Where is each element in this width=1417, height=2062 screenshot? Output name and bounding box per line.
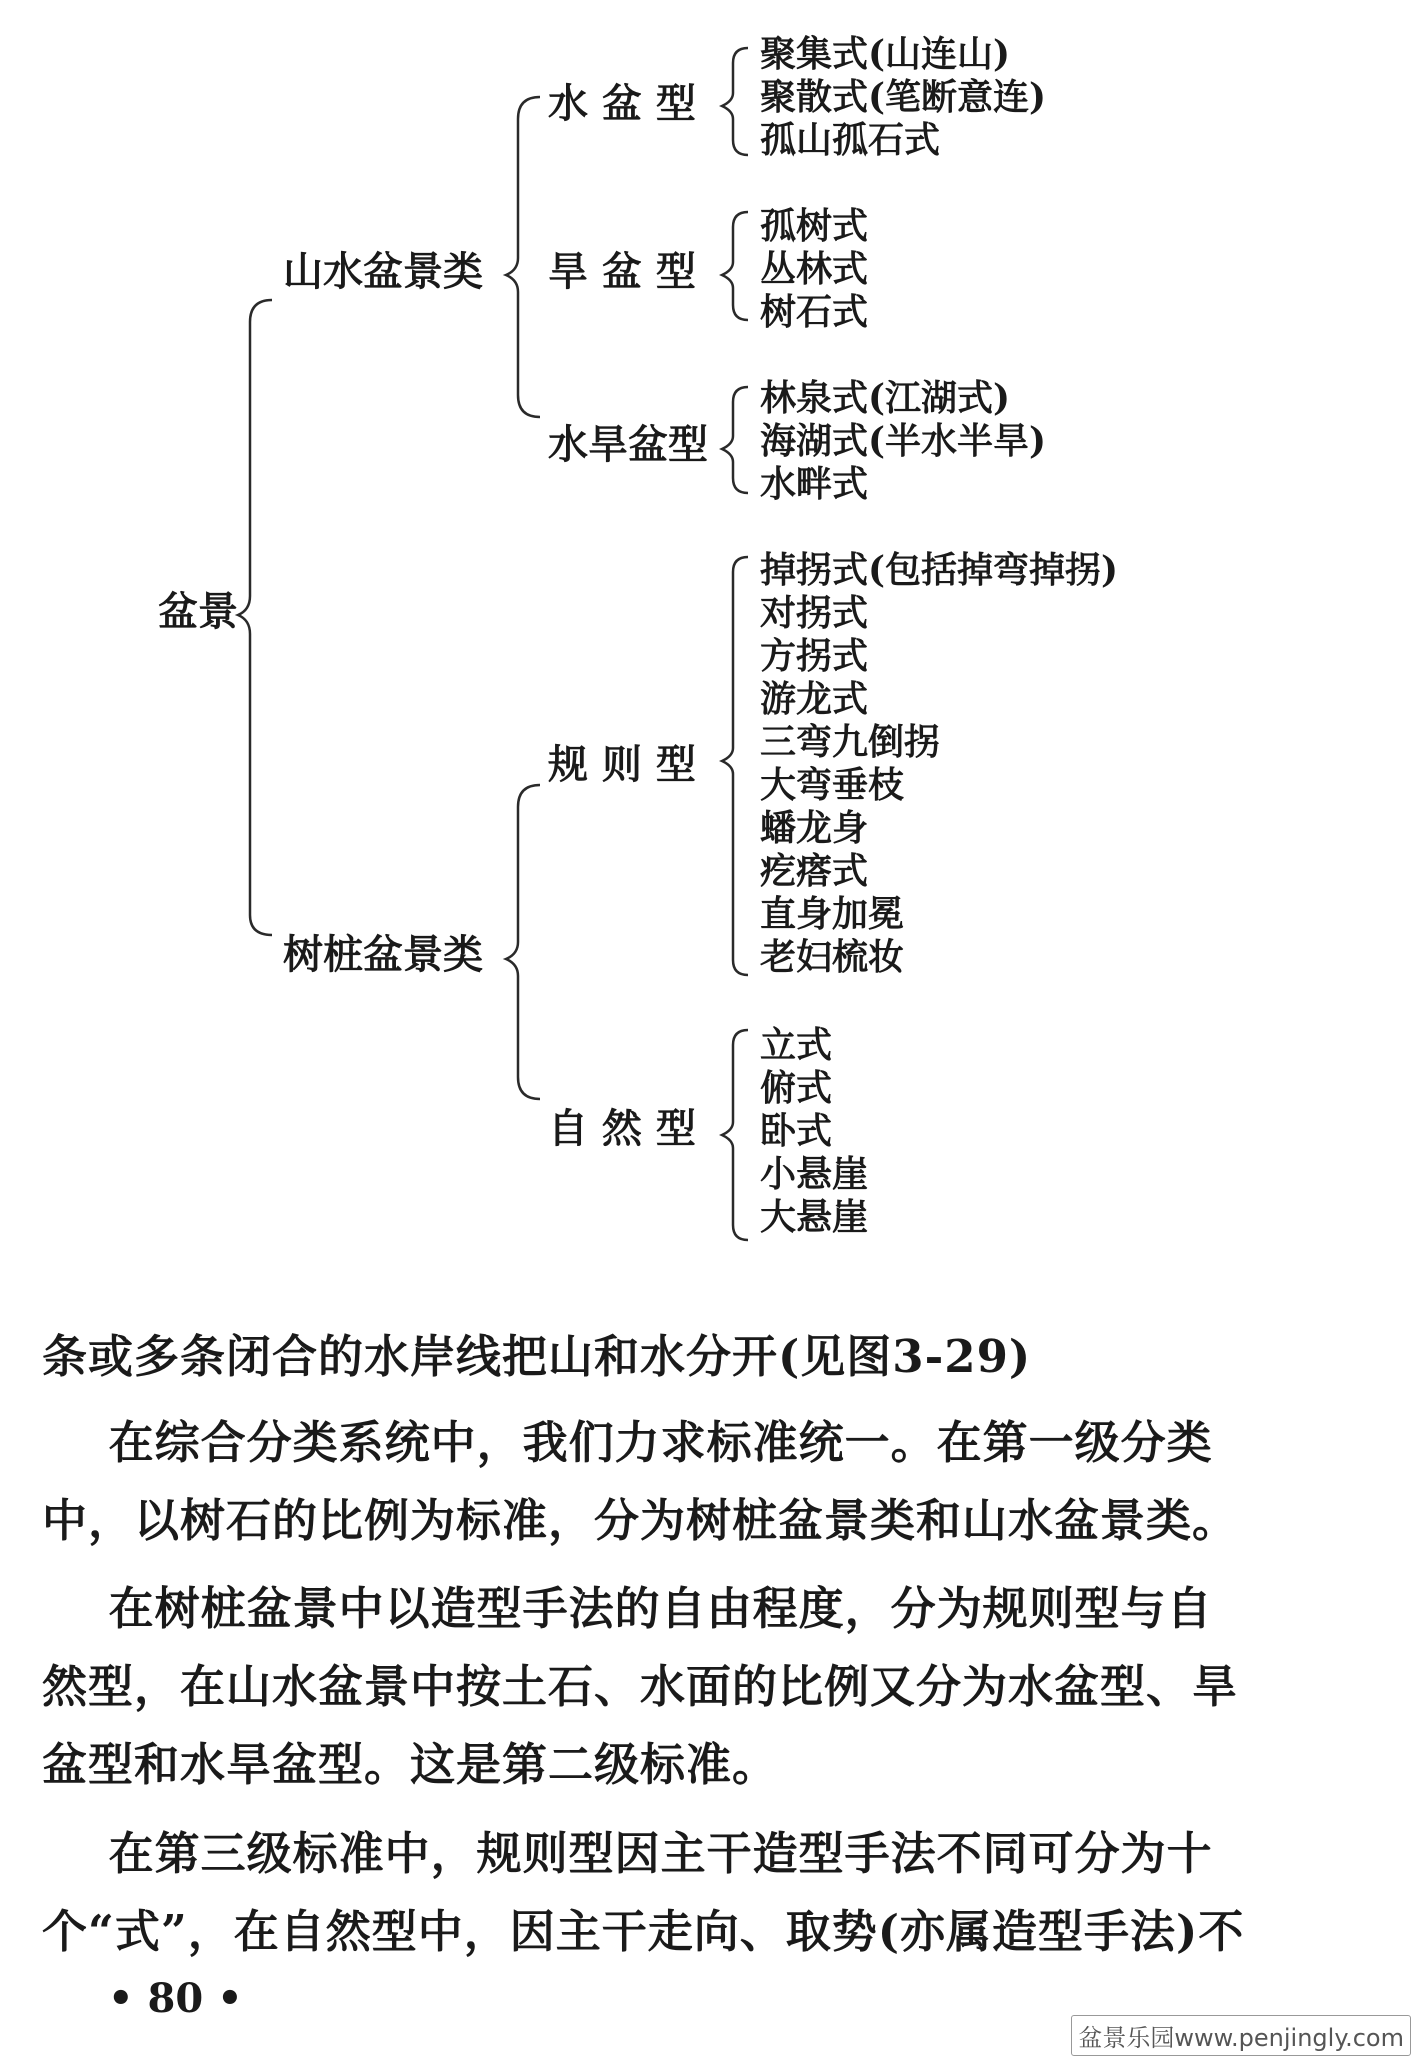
water-dry-pot-bracket — [722, 387, 748, 493]
style-item: 老妇梳妆 — [760, 936, 905, 978]
style-item: 聚集式(山连山) — [760, 33, 1011, 75]
style-item: 俯式 — [760, 1067, 833, 1109]
style-item: 疙瘩式 — [760, 850, 869, 892]
style-item: 海湖式(半水半旱) — [760, 420, 1047, 462]
style-item: 丛林式 — [760, 248, 869, 290]
style-item: 方拐式 — [760, 635, 869, 677]
natural-bracket — [722, 1030, 748, 1240]
text-line: 在树桩盆景中以造型手法的自由程度，分为规则型与自 — [42, 1582, 1213, 1635]
tree-root-label: 盆景 — [158, 588, 238, 635]
text-line: 在综合分类系统中，我们力求标准统一。在第一级分类 — [42, 1416, 1213, 1469]
type-water-dry-pot-label: 水旱盆型 — [548, 421, 708, 468]
style-item: 直身加冕 — [760, 893, 905, 935]
text-line: 在第三级标准中，规则型因主干造型手法不同可分为十 — [42, 1827, 1213, 1880]
type-natural-label: 自 然 型 — [548, 1105, 696, 1152]
style-item: 聚散式(笔断意连) — [760, 76, 1047, 118]
text-line: 条或多条闭合的水岸线把山和水分开(见图3-29) — [42, 1330, 1032, 1383]
type-regular-label: 规 则 型 — [548, 741, 696, 788]
style-item: 游龙式 — [760, 678, 869, 720]
type-dry-pot-label: 旱 盆 型 — [548, 248, 696, 295]
body-paragraph — [42, 1404, 1372, 1560]
category-landscape-label: 山水盆景类 — [283, 248, 483, 295]
dry-pot-bracket — [722, 212, 748, 320]
style-item: 大悬崖 — [760, 1196, 869, 1238]
style-item: 立式 — [760, 1024, 833, 1066]
root-bracket — [238, 300, 272, 935]
style-item: 蟠龙身 — [760, 807, 869, 849]
tree-stump-bracket — [506, 785, 540, 1099]
text-line: 然型，在山水盆景中按土石、水面的比例又分为水盆型、旱 — [42, 1660, 1239, 1713]
style-item: 林泉式(江湖式) — [760, 377, 1011, 419]
text-line: 中，以树石的比例为标准，分为树桩盆景类和山水盆景类。 — [42, 1494, 1239, 1547]
style-item: 孤树式 — [760, 205, 869, 247]
style-item: 水畔式 — [760, 463, 869, 505]
regular-bracket — [722, 557, 748, 975]
style-item: 小悬崖 — [760, 1153, 869, 1195]
style-item: 对拐式 — [760, 592, 869, 634]
style-item: 掉拐式(包括掉弯掉拐) — [760, 549, 1119, 591]
style-item: 树石式 — [760, 291, 869, 333]
style-item: 三弯九倒拐 — [760, 721, 941, 763]
category-tree-stump-label: 树桩盆景类 — [283, 931, 483, 978]
text-line: 盆型和水旱盆型。这是第二级标准。 — [42, 1738, 779, 1791]
site-watermark: 盆景乐园www.penjingly.com — [1071, 2015, 1411, 2056]
water-pot-bracket — [722, 48, 748, 155]
page-number: • 80 • — [108, 1975, 243, 2022]
body-paragraph — [42, 1570, 1372, 1804]
landscape-bracket — [506, 97, 540, 417]
style-item: 大弯垂枝 — [760, 764, 905, 806]
body-paragraph — [42, 1318, 1372, 1396]
style-item: 孤山孤石式 — [760, 119, 941, 161]
text-line: 个“式”，在自然型中，因主干走向、取势(亦属造型手法)不 — [42, 1905, 1245, 1958]
style-item: 卧式 — [760, 1110, 833, 1152]
body-paragraph — [42, 1815, 1372, 1971]
type-water-pot-label: 水 盆 型 — [548, 80, 696, 127]
